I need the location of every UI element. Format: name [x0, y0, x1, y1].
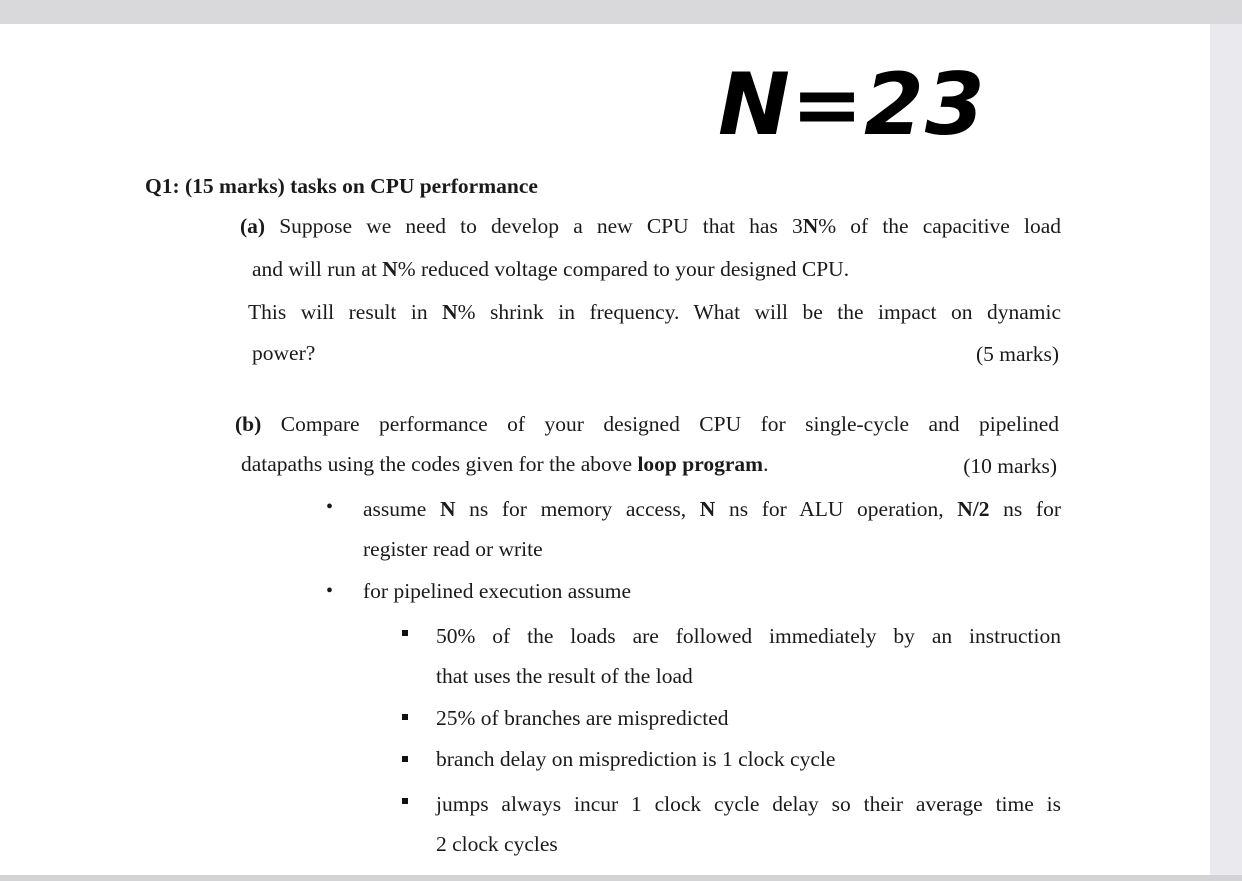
square-bullet-marker — [402, 798, 408, 804]
part-a-line-1: (a) Suppose we need to develop a new CPU that has 3N% of the capacitive load — [240, 214, 1062, 238]
bullet-2-text: for pipelined execution assume — [363, 579, 632, 603]
sub-bullet-1-line-2: that uses the result of the load — [436, 664, 693, 688]
sub-bullet-2: 25% of branches are mispredicted — [436, 706, 729, 730]
bullet-1-line-2: register read or write — [363, 537, 543, 561]
question-title: Q1: (15 marks) tasks on CPU performance — [145, 174, 538, 198]
square-bullet-marker — [402, 630, 408, 636]
bullet-marker: • — [326, 580, 334, 602]
viewer-bottom-strip — [0, 875, 1242, 881]
part-a-line-3: This will result in N% shrink in frequency. What will be the impact on dynamic — [248, 300, 1061, 324]
part-b-label: (b) — [235, 412, 262, 436]
sub-bullet-4-line-1: jumps always incur 1 clock cycle delay so their average time is — [436, 792, 1061, 816]
part-a-marks: (5 marks) — [976, 342, 1059, 366]
part-a-line-4: power? — [252, 341, 316, 365]
handwritten-annotation: N=23 — [718, 55, 986, 155]
part-b-line-2: datapaths using the codes given for the above loop program. — [241, 452, 769, 476]
sub-bullet-1-line-1: 50% of the loads are followed immediately by an instruction — [436, 624, 1061, 648]
bullet-1-line-1: assume N ns for memory access, N ns for ALU operation, N/2 ns for — [363, 497, 1061, 521]
bullet-marker: • — [326, 496, 334, 518]
part-a-line-2: and will run at N% reduced voltage compared to your designed CPU. — [252, 257, 850, 281]
sub-bullet-3: branch delay on misprediction is 1 clock cycle — [436, 747, 836, 771]
viewer-side-strip — [1210, 24, 1242, 875]
square-bullet-marker — [402, 714, 408, 720]
part-b-marks: (10 marks) — [963, 454, 1057, 478]
sub-bullet-4-line-2: 2 clock cycles — [436, 832, 558, 856]
part-a-label: (a) — [240, 214, 266, 238]
part-b-line-1: (b) Compare performance of your designed CPU for single-cycle and pipelined — [235, 412, 1059, 436]
square-bullet-marker — [402, 756, 408, 762]
